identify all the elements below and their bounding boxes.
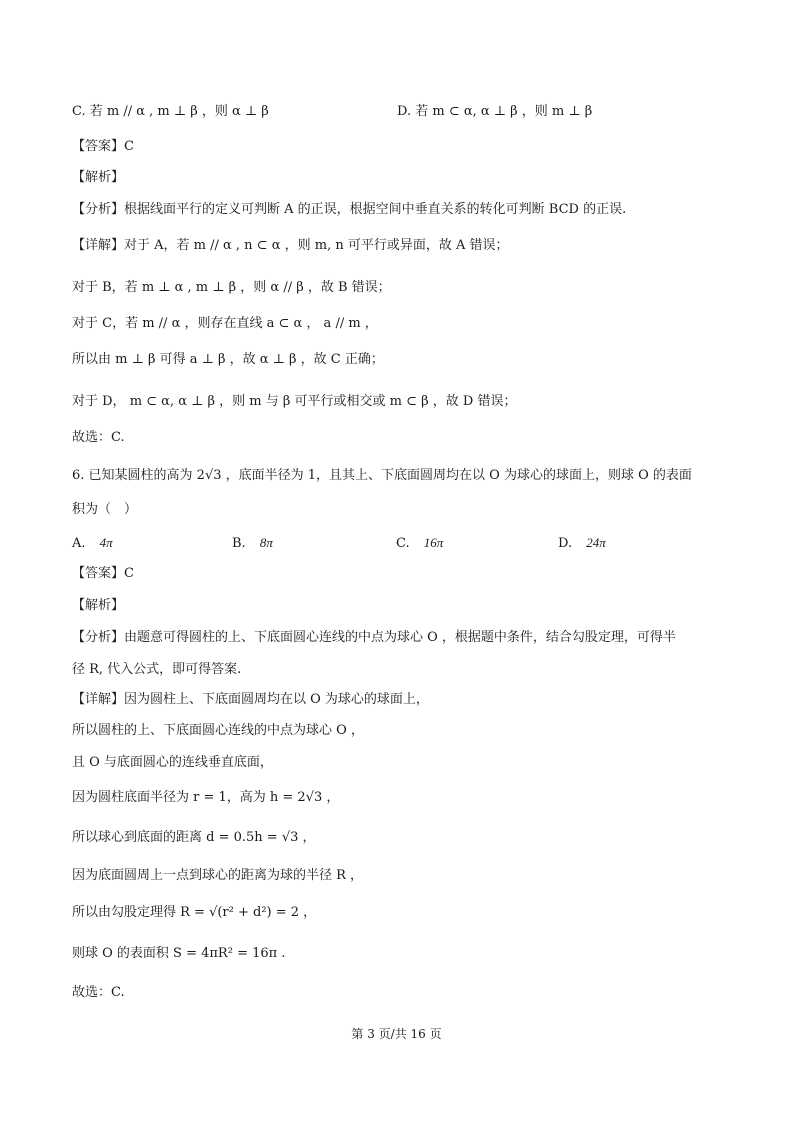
page-footer: 第 3 页/共 16 页 [351, 1027, 442, 1041]
option-value: 24π [586, 535, 606, 550]
q5-detail-b: 对于 B，若 m ⊥ α , m ⊥ β ，则 α // β ，故 B 错误； [72, 280, 391, 295]
option-d-previous: D. 若 m ⊂ α, α ⊥ β ，则 m ⊥ β [397, 104, 593, 119]
q6-option-c [396, 533, 443, 554]
q6-detail-5: 所以球心到底面的距离 d = 0.5h = √3 ， [72, 830, 316, 845]
q5-choose: 故选：C. [72, 430, 125, 445]
q5-detail-d: 对于 D， m ⊂ α, α ⊥ β ，则 m 与 β 可平行或相交或 m ⊂ β ，故 D 错误； [72, 394, 517, 409]
option-label: D. [558, 536, 573, 551]
option-label: C. [396, 536, 410, 551]
q6-detail-6: 因为底面圆周上一点到球心的距离为球的半径 R ， [72, 868, 364, 883]
q6-choose: 故选：C. [72, 985, 125, 1000]
q6-option-b [232, 533, 273, 554]
q6-detail-2: 所以圆柱的上、下底面圆心连线的中点为球心 O ， [72, 723, 364, 738]
q6-detail-4: 因为圆柱底面半径为 r = 1，高为 h = 2√3 ， [72, 790, 340, 805]
q6-stem-line1: 6. 已知某圆柱的高为 2√3 ，底面半径为 1，且其上、下底面圆周均在以 O 为球心的球面上，则球 O 的表面 [72, 468, 692, 483]
option-c-previous: C. 若 m // α , m ⊥ β ，则 α ⊥ β [72, 104, 269, 119]
q5-detail-c2: 所以由 m ⊥ β 可得 a ⊥ β ，故 α ⊥ β ，故 C 正确； [72, 352, 384, 367]
q6-stem-line2: 积为（ ） [72, 502, 138, 517]
q6-detail-1: 【详解】因为圆柱上、下底面圆周均在以 O 为球心的球面上， [72, 692, 429, 707]
q5-jiexi: 【解析】 [72, 170, 125, 185]
option-label: A. [72, 536, 86, 551]
q5-answer: 【答案】C [72, 139, 134, 154]
q6-jiexi: 【解析】 [72, 598, 125, 613]
q5-detail-a: 【详解】对于 A，若 m // α , n ⊂ α ，则 m, n 可平行或异面，故 A 错误； [72, 238, 509, 253]
option-value: 16π [423, 535, 444, 550]
q6-analysis-line1: 【分析】由题意可得圆柱的上、下底面圆心连线的中点为球心 O ，根据题中条件，结合勾股定理，可得半 [72, 630, 676, 645]
option-label: B. [232, 536, 246, 551]
q6-detail-3: 且 O 与底面圆心的连线垂直底面， [72, 755, 273, 770]
q6-option-a [72, 533, 113, 554]
q6-detail-8: 则球 O 的表面积 S = 4πR² = 16π . [72, 946, 286, 961]
option-value: 4π [99, 535, 113, 550]
q6-answer: 【答案】C [72, 566, 134, 581]
q5-detail-c1: 对于 C，若 m // α ，则存在直线 a ⊂ α ， a // m ， [72, 316, 378, 331]
q6-detail-7: 所以由勾股定理得 R = √(r² + d²) = 2 ， [72, 905, 317, 920]
q5-analysis: 【分析】根据线面平行的定义可判断 A 的正误，根据空间中垂直关系的转化可判断 BCD 的正误. [72, 202, 627, 217]
q6-option-d [558, 533, 606, 554]
q6-analysis-line2: 径 R, 代入公式，即可得答案. [72, 662, 242, 677]
option-value: 8π [259, 535, 273, 550]
